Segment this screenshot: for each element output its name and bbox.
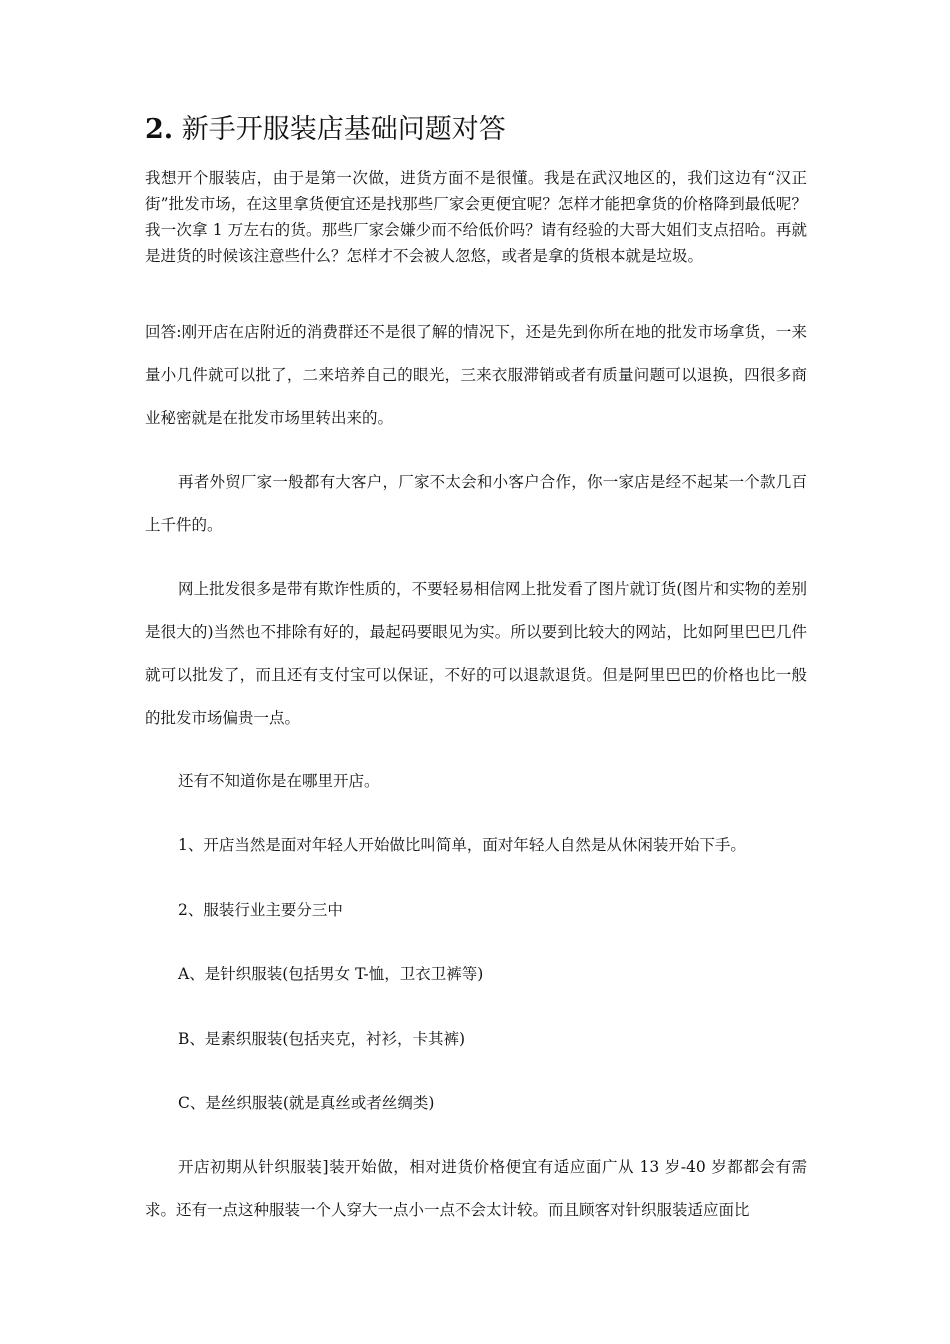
- list-item-a: A、是针织服装(包括男女 T-恤，卫衣卫裤等): [178, 965, 484, 983]
- list-item-1: 1、开店当然是面对年轻人开始做比叫简单，面对年轻人自然是从休闲装开始下手。: [178, 836, 746, 854]
- paragraph-where: 还有不知道你是在哪里开店。: [178, 772, 380, 790]
- list-item-c: C、是丝织服装(就是真丝或者丝绸类): [178, 1094, 435, 1112]
- question-paragraph: 我想开个服装店，由于是第一次做，进货方面不是很懂。我是在武汉地区的，我们这边有“汉正街”批发市场，在这里拿货便宜还是找那些厂家会更便宜呢？怎样才能把拿货的价格降到最低呢？我一次拿 1 万左右的货。那些厂家会嫌少而不给低价吗？请有经验的大哥大姐们支点招哈。再就是进货的时候该注意些什么？怎样才不会被人忽悠，或者是拿的货根本就是垃圾。: [145, 169, 807, 265]
- list-item-2: 2、服装行业主要分三中: [178, 901, 343, 919]
- list-item-b: B、是素织服装(包括夹克，衬衫，卡其裤): [178, 1030, 465, 1048]
- paragraph-factory: 再者外贸厂家一般都有大客户，厂家不太会和小客户合作，你一家店是经不起某一个款几百上千件的。: [145, 473, 807, 534]
- answer-paragraph: 回答:刚开店在店附近的消费群还不是很了解的情况下，还是先到你所在地的批发市场拿货，一来量小几件就可以批了，二来培养自己的眼光，三来衣服滞销或者有质量问题可以退换，四很多商业秘密就是在批发市场里转出来的。: [145, 323, 807, 427]
- section-number: 2: [145, 114, 164, 145]
- section-title: 2. 新手开服装店基础问题对答: [145, 114, 506, 145]
- paragraph-knitwear: 开店初期从针织服装]装开始做，相对进货价格便宜有适应面广从 13 岁-40 岁都都会有需求。还有一点这种服装一个人穿大一点小一点不会太计较。而且顾客对针织服装适应面比: [145, 1158, 807, 1219]
- paragraph-online-wholesale: 网上批发很多是带有欺诈性质的，不要轻易相信网上批发看了图片就订货(图片和实物的差别是很大的)当然也不排除有好的，最起码要眼见为实。所以要到比较大的网站，比如阿里巴巴几件就可以批发了，而且还有支付宝可以保证，不好的可以退款退货。但是阿里巴巴的价格也比一般的批发市场偏贵一点。: [145, 580, 807, 727]
- section-title-text: 新手开服装店基础问题对答: [181, 114, 506, 145]
